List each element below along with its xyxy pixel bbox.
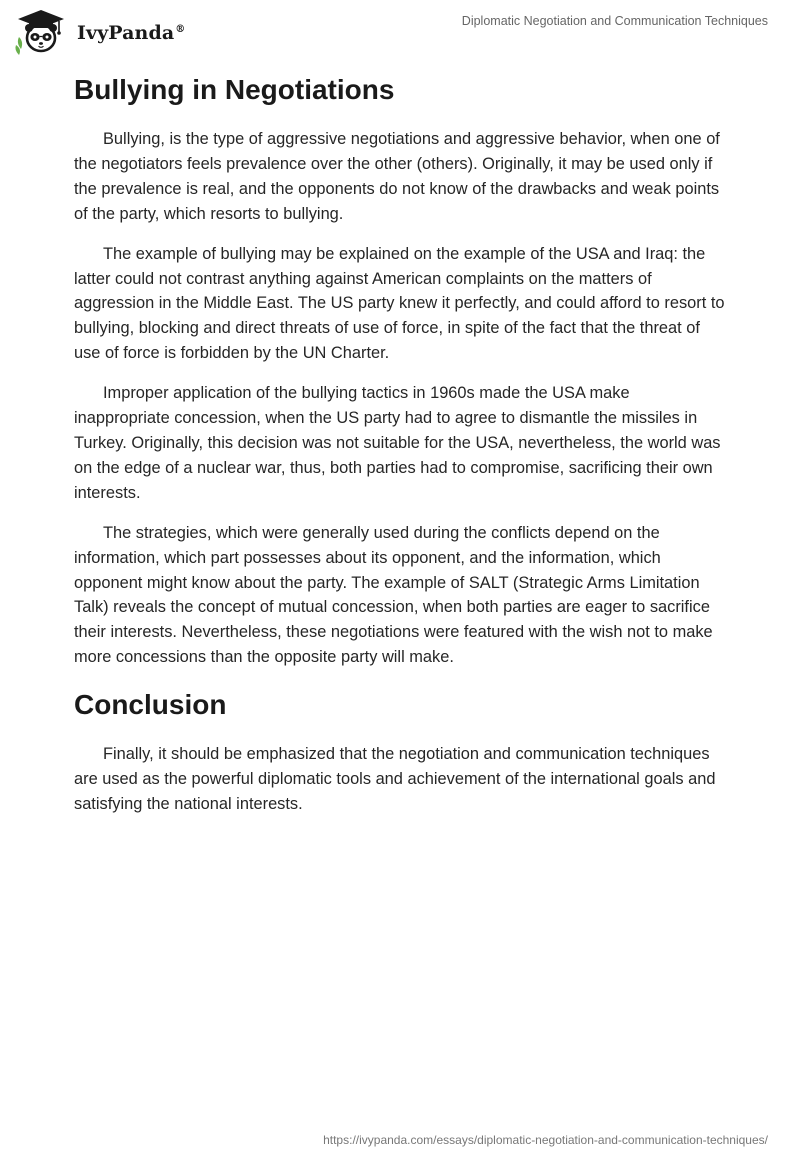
section-heading-conclusion: Conclusion — [74, 689, 227, 721]
registered-mark: ® — [175, 23, 186, 35]
paragraph: Bullying, is the type of aggressive negotiations and aggressive behavior, when one of the negotiators feels prevalence over the other (others). Originally, it may be used only if the prevalence is real, and the opponents do not know of the drawbacks and weak points of the party, which resorts to bullying. — [74, 130, 720, 223]
paragraph: The example of bullying may be explained on the example of the USA and Iraq: the latter could not contrast anything against American complaints on the matters of aggression in the Middle East. The US party knew it perfectly, and could afford to resort to bullying, blocking and direct threats of use of force, in spite of the fact that the threat of use of force is forbidden by the UN Charter. — [74, 244, 725, 363]
document-title: Diplomatic Negotiation and Communication Techniques — [461, 14, 768, 28]
essay-content — [74, 70, 726, 832]
source-url-link[interactable]: https://ivypanda.com/essays/diplomatic-negotiation-and-communication-techniques/ — [323, 1133, 768, 1147]
ivypanda-logo[interactable] — [14, 8, 185, 56]
paragraph: Finally, it should be emphasized that the negotiation and communication techniques are used as the powerful diplomatic tools and achievement of the international goals and satisfying the national interests. — [74, 745, 716, 813]
logo-wordmark: IvyPanda® — [77, 22, 186, 44]
section-heading-bullying: Bullying in Negotiations — [74, 74, 395, 105]
page-header — [0, 0, 800, 60]
panda-graduate-icon — [14, 8, 72, 56]
paragraph: Improper application of the bullying tactics in 1960s made the USA make inappropriate concession, when the US party had to agree to dismantle the missiles in Turkey. Originally, this decision was not suitable for the USA, nevertheless, the world was on the edge of a nuclear war, thus, both parties had to compromise, sacrificing their own interests. — [74, 384, 721, 502]
paragraph: The strategies, which were generally used during the conflicts depend on the information, which part possesses about its opponent, and the information, which opponent might know about the party. The example of SALT (Strategic Arms Limitation Talk) reveals the concept of mutual concession, when both parties are eager to sacrifice their interests. Nevertheless, these negotiations were featured with the wish not to make more concessions than the opposite party will make. — [74, 523, 713, 667]
